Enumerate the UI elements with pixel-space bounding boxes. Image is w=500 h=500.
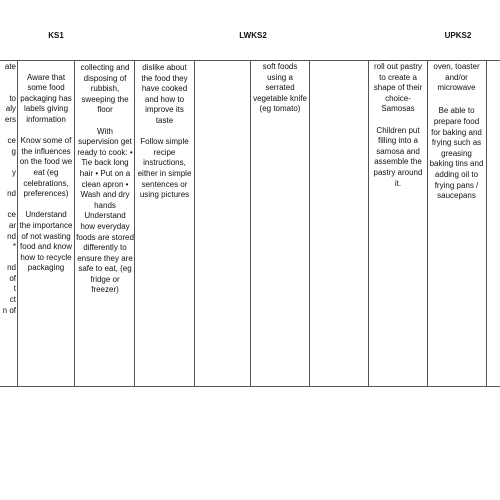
cell-paragraph: soft foods using a serrated vegetable knife (eg tomato) [253,62,307,114]
ks1-header: KS1 [48,31,64,40]
cell-paragraph: nd of t ct n of [2,263,16,315]
table-cell-col-2 [76,63,134,385]
column-divider [309,60,310,386]
table-cell-col-3 [136,63,193,385]
cell-paragraph: Follow simple recipe instructions, either in simple sentences or using pictures [137,137,192,200]
cell-paragraph: dislike about the food they have cooked and how to improve its taste [141,63,188,125]
table-bottom-border [0,386,500,387]
cell-paragraph: collecting and disposing of rubbish, sweeping the floor [80,63,130,115]
table-cell-col-0 [0,62,16,384]
cell-paragraph: With supervision get ready to cook: • Tie back long hair • Put on a clean apron • Wash and dry hands Understand how everyday foods are stored differently to ensure they are safe to eat, (eg fridge or freezer) [76,126,134,295]
column-divider [486,60,487,386]
cell-paragraph: nd [7,189,16,199]
cell-paragraph: Be able to prepare food for baking and frying such as greasing baking tins and adding oil to frying pans / saucepans [429,106,484,201]
column-divider [194,60,195,386]
table-cell-col-1 [19,62,73,384]
column-divider [17,60,18,386]
cell-paragraph: Aware that some food packaging has labels giving information [20,72,72,124]
cell-paragraph: Children put filling into a samosa and assemble the pastry around it. [373,125,423,188]
table-cell-col-8 [429,62,484,384]
column-divider [74,60,75,386]
column-divider [250,60,251,386]
cell-paragraph: Know some of the influences on the food we eat (eg celebrations, preferences) [19,136,73,199]
cell-paragraph: Understand the importance of not wasting food and know how to recycle packaging [19,210,73,273]
lwks2-header: LWKS2 [239,31,267,40]
cell-paragraph: y [12,167,16,177]
cell-paragraph: to aly ers [4,93,16,124]
table-cell-col-7 [370,62,426,384]
table-cell-col-5 [253,62,307,384]
column-divider [134,60,135,386]
column-divider [427,60,428,386]
cell-paragraph: ate [4,62,16,71]
cell-paragraph: roll out pastry to create a shape of their choice- Samosas [373,62,423,114]
cell-paragraph: oven, toaster and/or microwave [433,62,480,93]
upks2-header: UPKS2 [444,31,472,40]
cell-paragraph: ce g [7,136,16,156]
column-divider [368,60,369,386]
cell-paragraph: ce ar nd * [7,210,16,252]
